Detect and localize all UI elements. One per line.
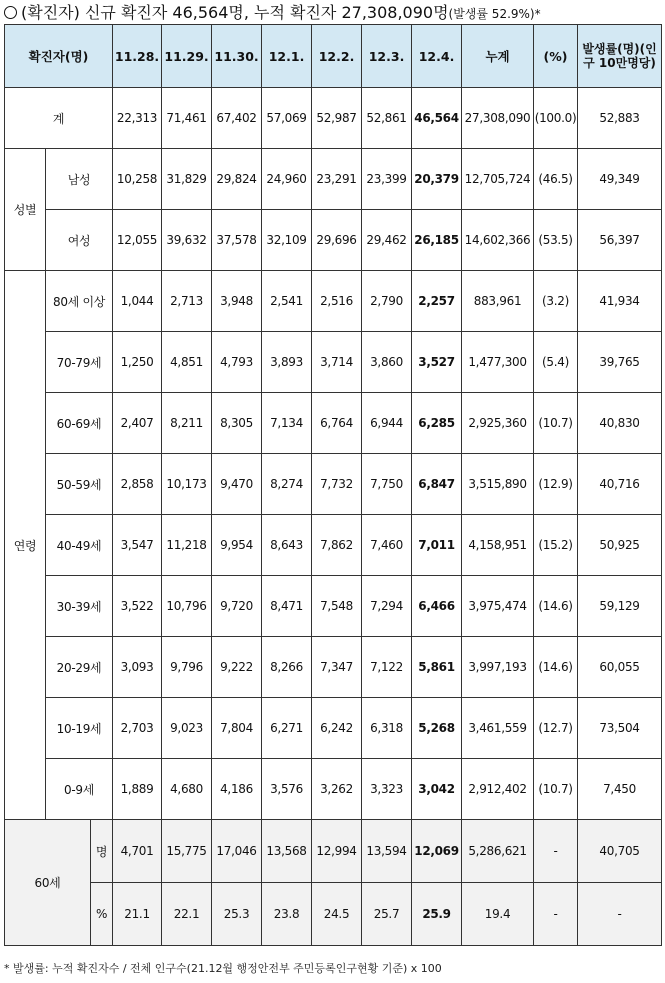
table-cell: 9,023 xyxy=(162,698,212,759)
table-cell: 25.7 xyxy=(362,883,412,946)
table-cell: 6,242 xyxy=(312,698,362,759)
header-rate: 발생률(명)(인구 10만명당) xyxy=(578,25,662,88)
table-row-female xyxy=(5,210,662,271)
table-cell: 23,399 xyxy=(362,149,412,210)
table-cell: 12,055 xyxy=(113,210,162,271)
table-cell-rate: 52,883 xyxy=(578,88,662,149)
table-cell-percent: (12.9) xyxy=(534,454,578,515)
table-cell-rate: 41,934 xyxy=(578,271,662,332)
header-cumulative: 누계 xyxy=(462,25,534,88)
table-cell-rate: 7,450 xyxy=(578,759,662,820)
circle-bullet-icon xyxy=(4,6,17,19)
table-cell-rate: 40,716 xyxy=(578,454,662,515)
table-cell-percent: - xyxy=(534,820,578,883)
table-cell-percent: (3.2) xyxy=(534,271,578,332)
table-cell-latest: 20,379 xyxy=(412,149,462,210)
table-cell-rate: 73,504 xyxy=(578,698,662,759)
table-cell: 3,093 xyxy=(113,637,162,698)
table-cell: 3,262 xyxy=(312,759,362,820)
table-row-age xyxy=(5,698,662,759)
table-cell: 9,954 xyxy=(212,515,262,576)
table-cell-rate: - xyxy=(578,883,662,946)
table-cell: 31,829 xyxy=(162,149,212,210)
table-cell-percent: (100.0) xyxy=(534,88,578,149)
table-cell-cumulative: 19.4 xyxy=(462,883,534,946)
table-cell: 3,948 xyxy=(212,271,262,332)
table-cell: 4,186 xyxy=(212,759,262,820)
table-cell: 2,703 xyxy=(113,698,162,759)
table-cell: 10,796 xyxy=(162,576,212,637)
table-cell: 22,313 xyxy=(113,88,162,149)
row-label: 남성 xyxy=(46,149,113,210)
title-main: 신규 확진자 46,564명, 누적 확진자 27,308,090명 xyxy=(79,3,449,22)
table-cell: 3,714 xyxy=(312,332,362,393)
table-cell-rate: 49,349 xyxy=(578,149,662,210)
table-cell-cumulative: 2,925,360 xyxy=(462,393,534,454)
table-row-age xyxy=(5,332,662,393)
table-cell-percent: (53.5) xyxy=(534,210,578,271)
table-cell: 7,804 xyxy=(212,698,262,759)
header-category: 확진자(명) xyxy=(5,25,113,88)
confirmed-cases-table xyxy=(4,24,662,946)
table-cell-latest: 46,564 xyxy=(412,88,462,149)
table-cell: 7,750 xyxy=(362,454,412,515)
row-label: 70-79세 xyxy=(46,332,113,393)
table-cell-rate: 40,705 xyxy=(578,820,662,883)
row-label: 20-29세 xyxy=(46,637,113,698)
table-cell: 21.1 xyxy=(113,883,162,946)
table-cell-percent: (14.6) xyxy=(534,576,578,637)
header-percent: (%) xyxy=(534,25,578,88)
row-label: 10-19세 xyxy=(46,698,113,759)
table-cell: 7,548 xyxy=(312,576,362,637)
table-cell-percent: (46.5) xyxy=(534,149,578,210)
table-row-age xyxy=(5,576,662,637)
table-cell: 9,796 xyxy=(162,637,212,698)
table-row-male xyxy=(5,149,662,210)
table-cell: 2,713 xyxy=(162,271,212,332)
header-date: 11.29. xyxy=(162,25,212,88)
table-cell: 4,701 xyxy=(113,820,162,883)
table-cell: 9,720 xyxy=(212,576,262,637)
table-cell: 2,541 xyxy=(262,271,312,332)
table-cell-cumulative: 3,461,559 xyxy=(462,698,534,759)
header-date: 12.1. xyxy=(262,25,312,88)
row-label: 0-9세 xyxy=(46,759,113,820)
table-cell: 52,987 xyxy=(312,88,362,149)
table-cell-latest: 6,466 xyxy=(412,576,462,637)
table-cell: 1,889 xyxy=(113,759,162,820)
table-row-age xyxy=(5,759,662,820)
table-cell: 3,522 xyxy=(113,576,162,637)
table-cell: 7,862 xyxy=(312,515,362,576)
table-cell: 7,122 xyxy=(362,637,412,698)
table-cell-cumulative: 1,477,300 xyxy=(462,332,534,393)
table-cell: 24,960 xyxy=(262,149,312,210)
table-cell: 8,211 xyxy=(162,393,212,454)
table-cell: 29,462 xyxy=(362,210,412,271)
table-row-age xyxy=(5,637,662,698)
table-cell: 67,402 xyxy=(212,88,262,149)
table-cell: 7,732 xyxy=(312,454,362,515)
row-label: 30-39세 xyxy=(46,576,113,637)
table-row-age xyxy=(5,454,662,515)
table-row-total xyxy=(5,88,662,149)
table-row-sixty-count xyxy=(5,820,662,883)
table-cell: 3,893 xyxy=(262,332,312,393)
table-cell-percent: (5.4) xyxy=(534,332,578,393)
row-label: 계 xyxy=(5,88,113,149)
table-cell: 6,944 xyxy=(362,393,412,454)
table-cell: 2,790 xyxy=(362,271,412,332)
table-row-age xyxy=(5,515,662,576)
table-cell-latest: 12,069 xyxy=(412,820,462,883)
table-cell: 4,793 xyxy=(212,332,262,393)
table-cell-percent: (10.7) xyxy=(534,393,578,454)
table-cell: 7,134 xyxy=(262,393,312,454)
row-label: 명 xyxy=(91,820,113,883)
table-cell: 52,861 xyxy=(362,88,412,149)
row-label: 50-59세 xyxy=(46,454,113,515)
table-cell: 7,460 xyxy=(362,515,412,576)
table-row-age xyxy=(5,271,662,332)
row-label: 40-49세 xyxy=(46,515,113,576)
table-cell-rate: 59,129 xyxy=(578,576,662,637)
table-cell: 3,547 xyxy=(113,515,162,576)
group-label-age: 연령 xyxy=(5,271,46,820)
header-row xyxy=(5,25,662,88)
table-cell-cumulative: 3,975,474 xyxy=(462,576,534,637)
header-date: 11.30. xyxy=(212,25,262,88)
table-cell: 10,258 xyxy=(113,149,162,210)
table-row-age xyxy=(5,393,662,454)
table-cell: 13,568 xyxy=(262,820,312,883)
table-cell-latest: 5,268 xyxy=(412,698,462,759)
table-cell: 9,222 xyxy=(212,637,262,698)
table-cell: 1,250 xyxy=(113,332,162,393)
table-cell-cumulative: 14,602,366 xyxy=(462,210,534,271)
table-cell: 22.1 xyxy=(162,883,212,946)
table-cell-rate: 50,925 xyxy=(578,515,662,576)
table-cell-cumulative: 12,705,724 xyxy=(462,149,534,210)
table-cell-latest: 6,285 xyxy=(412,393,462,454)
table-cell-cumulative: 4,158,951 xyxy=(462,515,534,576)
table-cell-cumulative: 883,961 xyxy=(462,271,534,332)
table-cell: 57,069 xyxy=(262,88,312,149)
table-cell-cumulative: 2,912,402 xyxy=(462,759,534,820)
table-cell-rate: 39,765 xyxy=(578,332,662,393)
header-date: 12.3. xyxy=(362,25,412,88)
table-cell-rate: 56,397 xyxy=(578,210,662,271)
table-cell-latest: 26,185 xyxy=(412,210,462,271)
table-cell: 1,044 xyxy=(113,271,162,332)
table-cell: 17,046 xyxy=(212,820,262,883)
table-cell-latest: 3,042 xyxy=(412,759,462,820)
table-cell-cumulative: 27,308,090 xyxy=(462,88,534,149)
table-cell: 29,696 xyxy=(312,210,362,271)
title-prefix: (확진자) xyxy=(21,3,80,22)
header-date: 12.2. xyxy=(312,25,362,88)
table-cell: 6,764 xyxy=(312,393,362,454)
table-cell: 23.8 xyxy=(262,883,312,946)
table-cell: 13,594 xyxy=(362,820,412,883)
table-cell-rate: 40,830 xyxy=(578,393,662,454)
table-cell: 15,775 xyxy=(162,820,212,883)
table-cell: 10,173 xyxy=(162,454,212,515)
table-cell: 6,318 xyxy=(362,698,412,759)
table-cell: 2,516 xyxy=(312,271,362,332)
table-cell: 4,851 xyxy=(162,332,212,393)
table-cell-latest: 7,011 xyxy=(412,515,462,576)
table-cell: 37,578 xyxy=(212,210,262,271)
footnote: * 발생률: 누적 확진자수 / 전체 인구수(21.12월 행정안전부 주민등록인구현황 기준) x 100 xyxy=(4,962,442,975)
table-cell: 8,471 xyxy=(262,576,312,637)
table-cell: 8,274 xyxy=(262,454,312,515)
table-cell: 3,576 xyxy=(262,759,312,820)
row-label: % xyxy=(91,883,113,946)
table-cell: 12,994 xyxy=(312,820,362,883)
table-cell-latest: 3,527 xyxy=(412,332,462,393)
header-date: 12.4. xyxy=(412,25,462,88)
table-cell: 23,291 xyxy=(312,149,362,210)
row-label: 60-69세 xyxy=(46,393,113,454)
table-cell: 29,824 xyxy=(212,149,262,210)
table-cell: 3,860 xyxy=(362,332,412,393)
table-cell: 32,109 xyxy=(262,210,312,271)
table-cell: 71,461 xyxy=(162,88,212,149)
table-cell: 8,266 xyxy=(262,637,312,698)
group-label-sixty: 60세 xyxy=(5,820,91,946)
table-cell-percent: (15.2) xyxy=(534,515,578,576)
table-cell: 7,347 xyxy=(312,637,362,698)
title-paren: (발생률 52.9%)* xyxy=(448,7,541,21)
table-cell: 39,632 xyxy=(162,210,212,271)
table-cell: 2,858 xyxy=(113,454,162,515)
table-cell-rate: 60,055 xyxy=(578,637,662,698)
group-label-gender: 성별 xyxy=(5,149,46,271)
table-cell-percent: (12.7) xyxy=(534,698,578,759)
table-cell-cumulative: 5,286,621 xyxy=(462,820,534,883)
table-cell: 8,643 xyxy=(262,515,312,576)
table-cell-latest: 25.9 xyxy=(412,883,462,946)
table-cell-percent: (10.7) xyxy=(534,759,578,820)
table-cell: 4,680 xyxy=(162,759,212,820)
table-cell: 7,294 xyxy=(362,576,412,637)
table-cell: 8,305 xyxy=(212,393,262,454)
row-label: 여성 xyxy=(46,210,113,271)
table-cell-latest: 5,861 xyxy=(412,637,462,698)
page-title xyxy=(4,2,661,24)
table-row-sixty-percent xyxy=(5,883,662,946)
table-cell: 25.3 xyxy=(212,883,262,946)
table-cell-cumulative: 3,997,193 xyxy=(462,637,534,698)
table-cell: 11,218 xyxy=(162,515,212,576)
table-cell-latest: 6,847 xyxy=(412,454,462,515)
table-cell: 9,470 xyxy=(212,454,262,515)
table-cell: 24.5 xyxy=(312,883,362,946)
table-cell: 3,323 xyxy=(362,759,412,820)
table-cell: 6,271 xyxy=(262,698,312,759)
table-cell-cumulative: 3,515,890 xyxy=(462,454,534,515)
table-cell: 2,407 xyxy=(113,393,162,454)
table-cell-percent: - xyxy=(534,883,578,946)
header-date: 11.28. xyxy=(113,25,162,88)
table-cell-percent: (14.6) xyxy=(534,637,578,698)
table-cell-latest: 2,257 xyxy=(412,271,462,332)
row-label: 80세 이상 xyxy=(46,271,113,332)
